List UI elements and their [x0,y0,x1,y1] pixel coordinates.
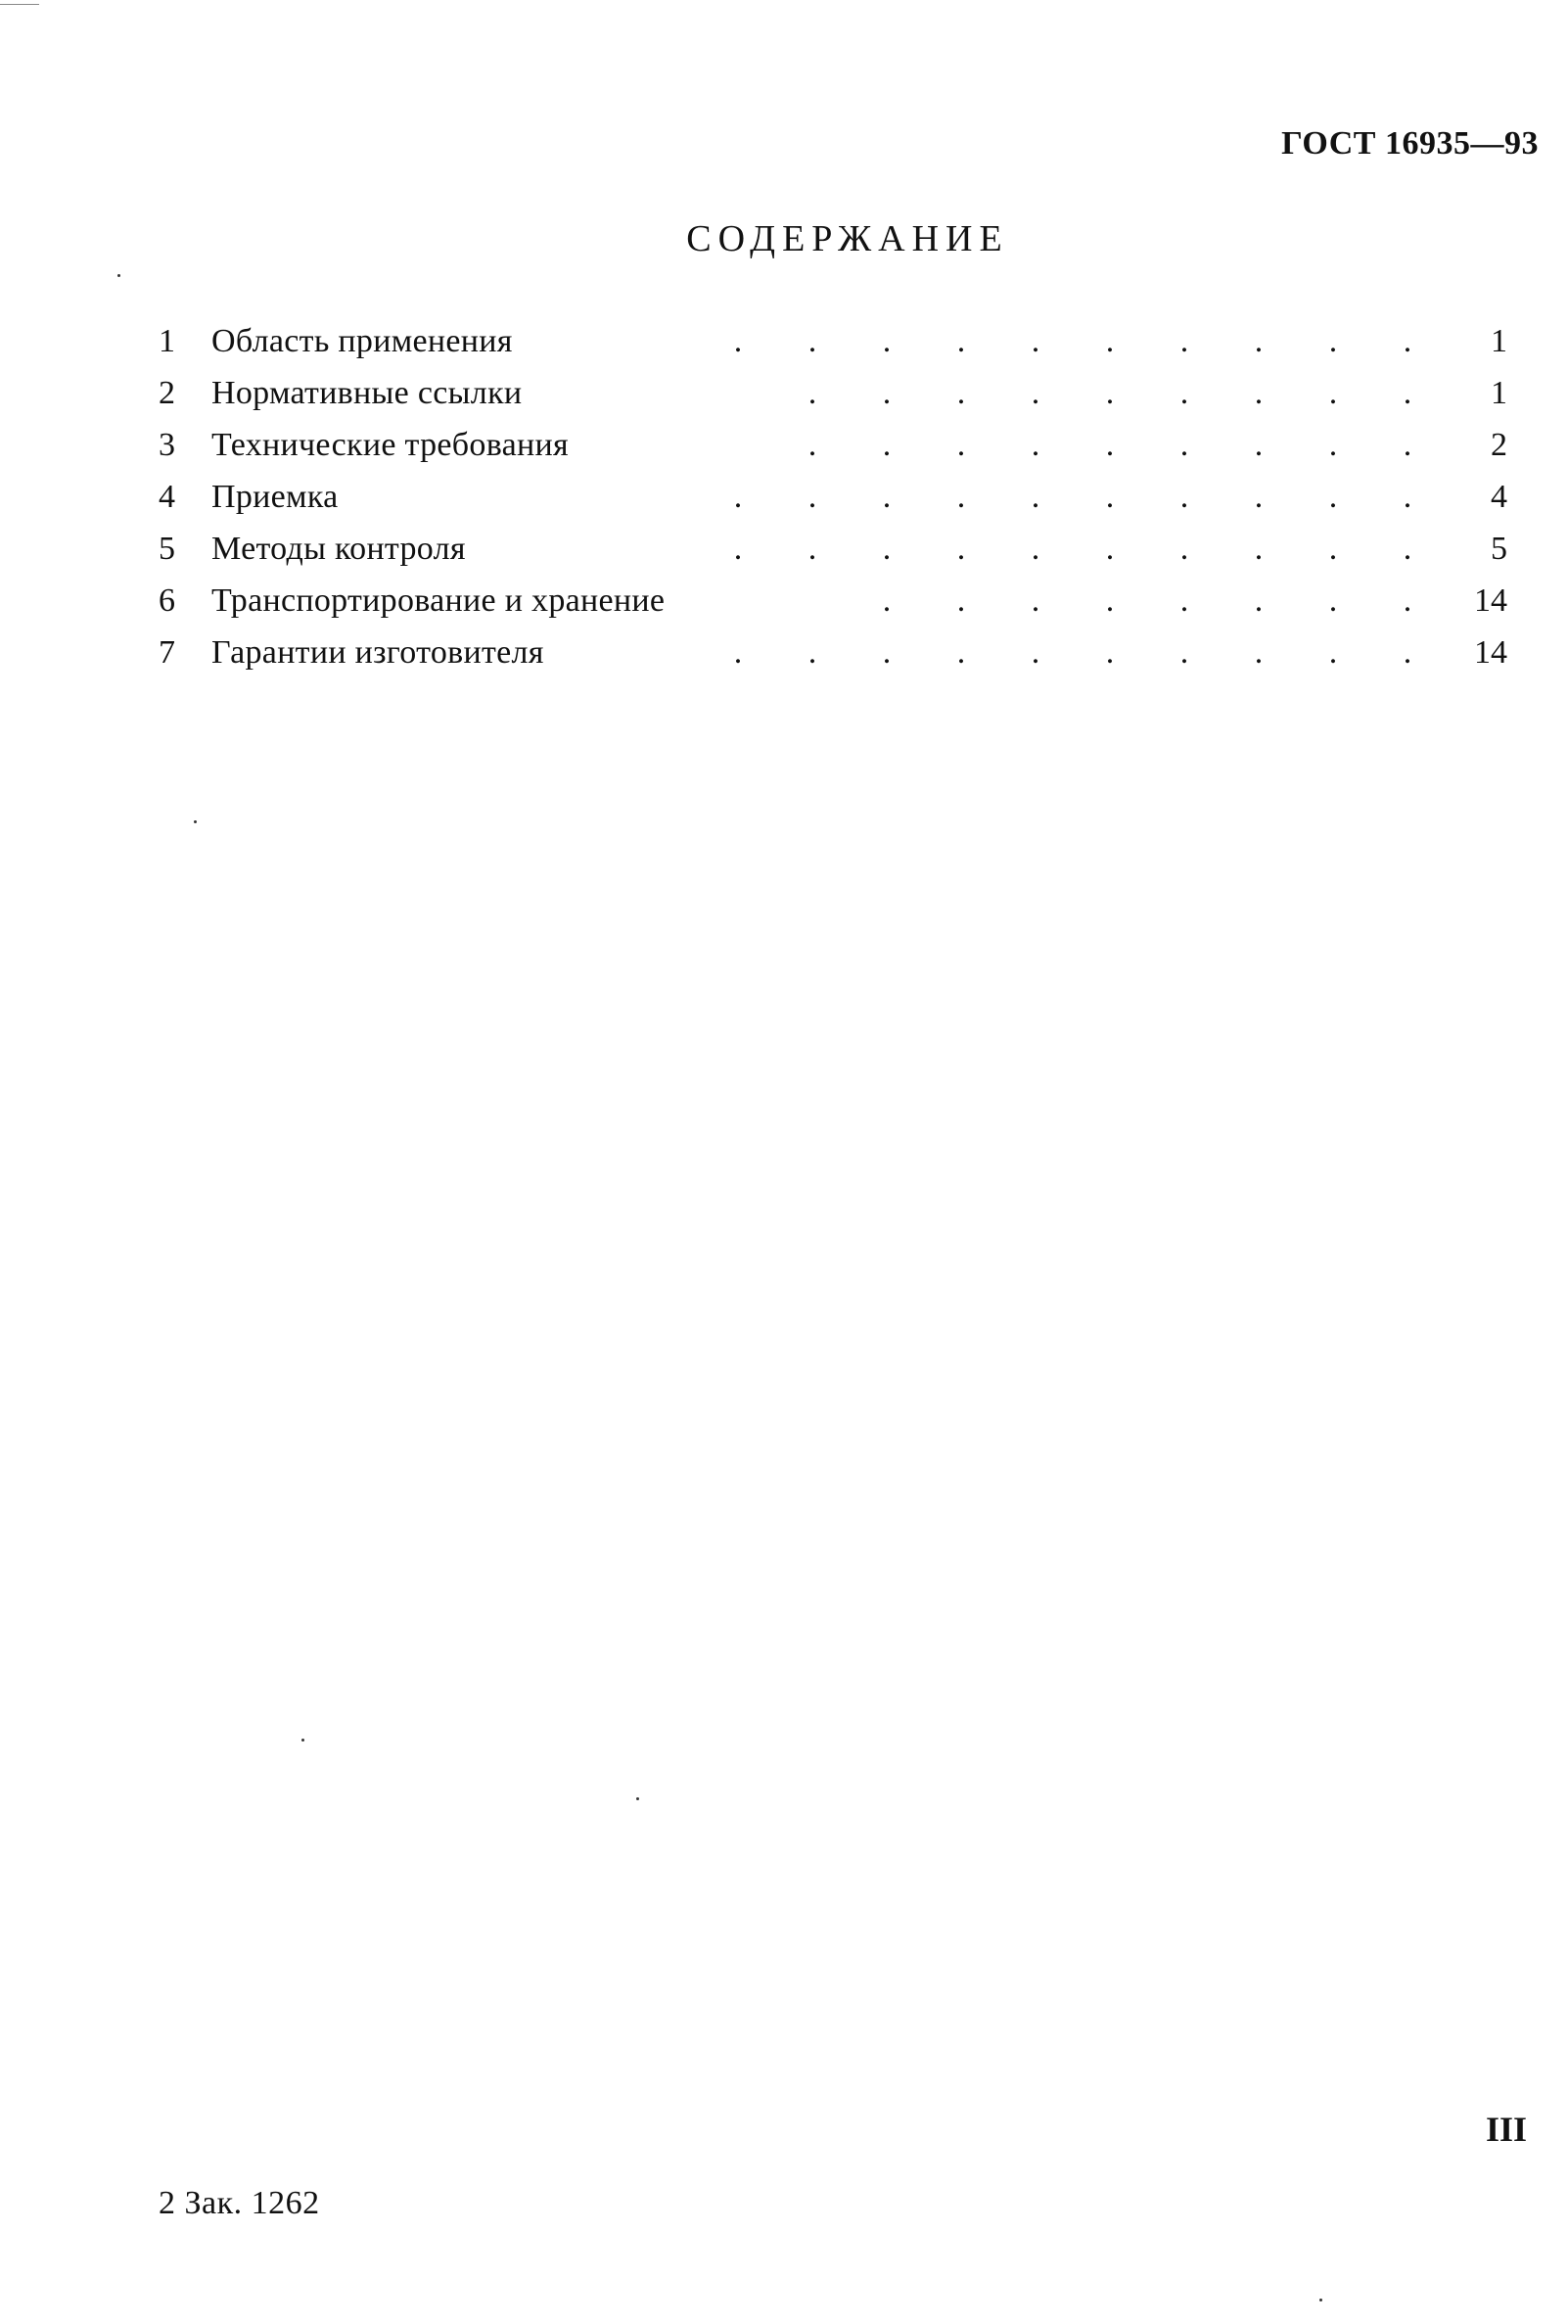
standard-code: ГОСТ 16935—93 [1281,125,1539,162]
toc-entry-page: 14 [1474,634,1507,671]
toc-entry[interactable] [159,315,1507,367]
toc-leader-dots: . . . . . . . . . [807,427,1412,463]
scan-speck [636,1797,639,1800]
toc-entry-page: 2 [1491,427,1507,463]
toc-leader-dots: . . . . . . . . [882,582,1412,619]
toc-entry-label: Нормативные ссылки [211,375,523,411]
toc-entry-page: 1 [1491,323,1507,359]
print-order-note: 2 Зак. 1262 [159,2185,320,2221]
toc-entry-page: 14 [1474,582,1507,619]
toc-entry[interactable] [159,575,1507,627]
toc-entry[interactable] [159,523,1507,575]
toc-entry[interactable] [159,367,1507,419]
toc-entry-number: 3 [159,427,175,463]
scan-speck [194,820,197,823]
toc-entry[interactable] [159,419,1507,471]
scan-edge-rule [0,4,39,5]
toc-entry[interactable] [159,471,1507,523]
toc-entry-number: 4 [159,479,175,515]
toc-entry-number: 2 [159,375,175,411]
toc-entry-label: Приемка [211,479,339,515]
toc-leader-dots: . . . . . . . . . . [733,634,1412,671]
toc-entry-label: Область применения [211,323,513,359]
toc-entry-label: Методы контроля [211,531,466,567]
toc-entry-number: 1 [159,323,175,359]
toc-entry-page: 5 [1491,531,1507,567]
table-of-contents [159,315,1507,678]
page-number: III [1485,2110,1527,2149]
toc-leader-dots: . . . . . . . . . . [733,323,1412,359]
toc-title: СОДЕРЖАНИЕ [686,218,1009,259]
toc-entry-label: Гарантии изготовителя [211,634,544,671]
scan-speck [1319,2299,1322,2301]
toc-entry-label: Транспортирование и хранение [211,582,666,619]
toc-entry-number: 6 [159,582,175,619]
toc-entry-page: 1 [1491,375,1507,411]
toc-entry-page: 4 [1491,479,1507,515]
toc-entry-label: Технические требования [211,427,569,463]
toc-leader-dots: . . . . . . . . . . [733,531,1412,567]
scan-speck [301,1739,304,1742]
toc-entry[interactable] [159,627,1507,678]
toc-entry-number: 5 [159,531,175,567]
toc-entry-number: 7 [159,634,175,671]
toc-leader-dots: . . . . . . . . . [807,375,1412,411]
toc-leader-dots: . . . . . . . . . . [733,479,1412,515]
scan-speck [117,274,120,277]
